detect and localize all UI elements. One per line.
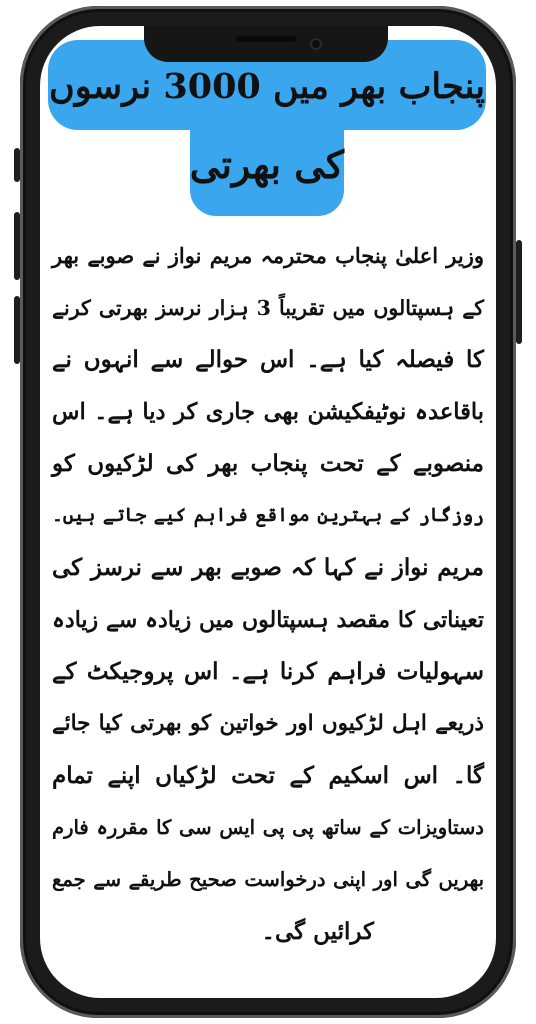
speaker-grille	[236, 36, 296, 42]
article-line: کے ہسپتالوں میں تقریباً 3 ہزار نرسز بھرتی کرنے	[52, 296, 484, 320]
article-line: دستاویزات کے ساتھ پی پی ایس سی کا مقررہ فارم	[52, 816, 484, 839]
article-line: روزگار کے بہترین مواقع فراہم کیے جاتے ہیں۔	[52, 505, 484, 526]
article-line: ذریعے اہل لڑکیوں اور خواتین کو بھرتی کیا جائے	[52, 711, 484, 736]
volume-down-button	[14, 296, 20, 364]
camera-icon	[310, 38, 322, 50]
phone-screen	[40, 26, 496, 998]
mute-switch	[14, 148, 20, 182]
power-button	[516, 240, 522, 344]
article-line: باقاعدہ نوٹیفکیشن بھی جاری کر دیا ہے۔ اس	[52, 399, 484, 425]
article-body	[52, 230, 484, 958]
article-line: تعیناتی کا مقصد ہسپتالوں میں زیادہ سے زیادہ	[52, 607, 484, 633]
article-line: گا۔ اس اسکیم کے تحت لڑکیاں اپنے تمام	[52, 762, 484, 789]
article-line: بھریں گی اور اپنی درخواست صحیح طریقے سے جمع	[52, 868, 484, 891]
article-line: مریم نواز نے کہا کہ صوبے بھر سے نرسز کی	[52, 554, 484, 581]
article-line: سہولیات فراہم کرنا ہے۔ اس پروجیکٹ کے	[52, 658, 484, 685]
volume-up-button	[14, 212, 20, 280]
headline-line-2: کی بھرتی	[189, 142, 344, 187]
article-line: کرائیں گی۔	[261, 918, 374, 945]
headline-line-1: پنجاب بھر میں 3000 نرسوں	[49, 66, 485, 107]
notch	[144, 26, 388, 62]
article-line: منصوبے کے تحت پنجاب بھر کی لڑکیوں کو	[52, 450, 484, 477]
article-line: وزیر اعلیٰ پنجاب محترمہ مریم نواز نے صوبے بھر	[52, 243, 484, 268]
article-line: کا فیصلہ کیا ہے۔ اس حوالے سے انہوں نے	[52, 346, 484, 373]
